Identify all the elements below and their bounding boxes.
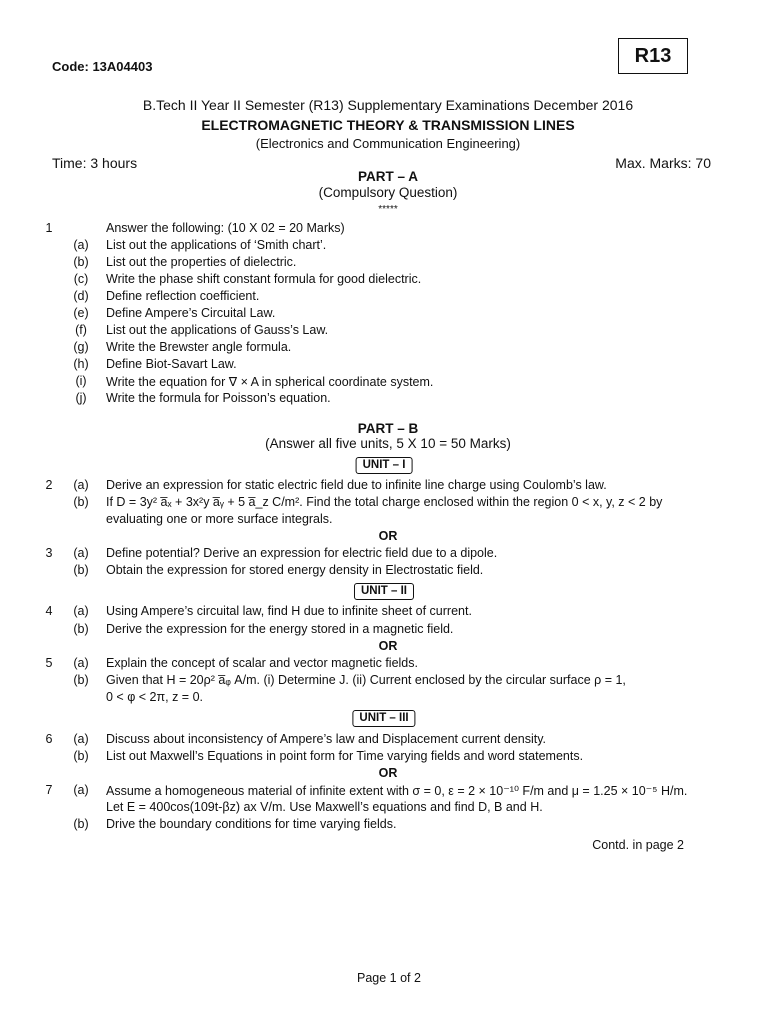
unit-heading: UNIT – III [352, 710, 415, 727]
list-item [0, 374, 768, 391]
question-number: 5 [45, 656, 53, 670]
question-7b [0, 817, 768, 834]
or-divider: OR [378, 639, 398, 653]
item-label: (a) [73, 783, 89, 797]
question-text: Derive an expression for static electric field due to infinite line charge using Coulomb’s law. [106, 478, 607, 492]
regulation-box: R13 [618, 38, 688, 74]
question-7a-continued [0, 800, 768, 817]
question-text: If D = 3y² a̅ₓ + 3x²y a̅ᵧ + 5 a̅_z C/m². Find the total charge enclosed within the region 0 < x, y, z < 2 by [106, 495, 663, 509]
question-7a [0, 783, 768, 800]
item-label: (i) [75, 374, 87, 388]
exam-code: Code: 13A04403 [52, 59, 153, 74]
question-text: Discuss about inconsistency of Ampere’s law and Displacement current density. [106, 732, 547, 746]
part-a-title: PART – A [357, 169, 418, 184]
item-label: (b) [73, 673, 89, 687]
question-4a [0, 604, 768, 621]
question-text: evaluating one or more surface integrals. [106, 512, 333, 526]
item-label: (j) [75, 391, 87, 405]
item-text: Define reflection coefficient. [106, 289, 260, 303]
or-divider: OR [378, 766, 398, 780]
question-4b [0, 622, 768, 639]
page-number: Page 1 of 2 [357, 971, 421, 985]
list-item [0, 306, 768, 323]
part-b-title: PART – B [357, 421, 419, 436]
continued-note: Contd. in page 2 [592, 838, 684, 852]
question-5b [0, 673, 768, 690]
question-text: Define potential? Derive an expression for electric field due to a dipole. [106, 546, 498, 560]
item-text: Write the equation for ∇ × A in spherical coordinate system. [106, 375, 434, 389]
question-text: Using Ampere’s circuital law, find H due to infinite sheet of current. [106, 604, 472, 618]
unit-heading: UNIT – II [354, 583, 414, 600]
or-divider: OR [378, 529, 398, 543]
question-2a [0, 478, 768, 495]
question-text: Assume a homogeneous material of infinite extent with σ = 0, ε = 2 × 10⁻¹⁰ F/m and μ = 1.25 × 10⁻⁵ H/m. [106, 784, 688, 798]
item-label: (a) [73, 656, 89, 670]
item-label: (c) [73, 272, 89, 286]
item-label: (b) [73, 255, 89, 269]
question-6b [0, 749, 768, 766]
question-3a [0, 546, 768, 563]
item-text: Write the formula for Poisson’s equation. [106, 391, 331, 405]
question-text: 0 < φ < 2π, z = 0. [106, 690, 203, 704]
list-item [0, 255, 768, 272]
item-label: (b) [73, 563, 89, 577]
item-text: Write the Brewster angle formula. [106, 340, 292, 354]
item-label: (a) [73, 604, 89, 618]
question-number: 1 [45, 221, 53, 235]
item-label: (f) [75, 323, 87, 337]
question-number: 4 [45, 604, 53, 618]
question-text: Let E = 400cos(109t-βz) ax V/m. Use Maxwell’s equations and find D, B and H. [106, 800, 543, 814]
item-text: Define Ampere’s Circuital Law. [106, 306, 276, 320]
list-item [0, 357, 768, 374]
item-label: (a) [73, 478, 89, 492]
item-text: Define Biot-Savart Law. [106, 357, 237, 371]
item-text: List out the applications of ‘Smith chart’. [106, 238, 327, 252]
question-text: List out Maxwell’s Equations in point form for Time varying fields and word statements. [106, 749, 584, 763]
item-label: (g) [73, 340, 89, 354]
max-marks: Max. Marks: 70 [615, 155, 711, 171]
list-item [0, 391, 768, 408]
separator-stars: ***** [378, 204, 398, 215]
item-label: (h) [73, 357, 89, 371]
list-item [0, 289, 768, 306]
question-text: Derive the expression for the energy stored in a magnetic field. [106, 622, 454, 636]
item-label: (b) [73, 749, 89, 763]
question-number: 6 [45, 732, 53, 746]
item-text: List out the properties of dielectric. [106, 255, 297, 269]
question-text: Given that H = 20ρ² a̅ᵩ A/m. (i) Determine J. (ii) Current enclosed by the circular surface ρ = 1, [106, 673, 626, 687]
question-5b-continued [0, 690, 768, 707]
question-number: 7 [45, 783, 53, 797]
item-label: (e) [73, 306, 89, 320]
item-label: (b) [73, 622, 89, 636]
question-text: Drive the boundary conditions for time varying fields. [106, 817, 397, 831]
list-item [0, 323, 768, 340]
item-label: (a) [73, 238, 89, 252]
time-allowed: Time: 3 hours [52, 155, 138, 171]
part-b-subtitle: (Answer all five units, 5 X 10 = 50 Marks) [265, 436, 511, 451]
item-label: (a) [73, 732, 89, 746]
item-text: Write the phase shift constant formula for good dielectric. [106, 272, 422, 286]
question-text: Explain the concept of scalar and vector magnetic fields. [106, 656, 418, 670]
item-label: (b) [73, 817, 89, 831]
question-text: Obtain the expression for stored energy density in Electrostatic field. [106, 563, 484, 577]
item-text: List out the applications of Gauss’s Law. [106, 323, 329, 337]
question-text: Answer the following: (10 X 02 = 20 Marks) [106, 221, 345, 235]
question-1 [0, 221, 768, 238]
list-item [0, 272, 768, 289]
question-number: 2 [45, 478, 53, 492]
question-3b [0, 563, 768, 580]
branch-line: (Electronics and Communication Engineering) [255, 136, 521, 151]
list-item [0, 340, 768, 357]
part-a-subtitle: (Compulsory Question) [318, 185, 458, 200]
item-label: (b) [73, 495, 89, 509]
question-6a [0, 732, 768, 749]
question-2b-continued [0, 512, 768, 529]
exam-title: B.Tech II Year II Semester (R13) Supplementary Examinations December 2016 [142, 97, 634, 113]
item-label: (a) [73, 546, 89, 560]
item-label: (d) [73, 289, 89, 303]
subject-title: ELECTROMAGNETIC THEORY & TRANSMISSION LINES [201, 117, 575, 133]
question-number: 3 [45, 546, 53, 560]
unit-heading: UNIT – I [356, 457, 413, 474]
question-2b [0, 495, 768, 512]
list-item [0, 238, 768, 255]
question-5a [0, 656, 768, 673]
